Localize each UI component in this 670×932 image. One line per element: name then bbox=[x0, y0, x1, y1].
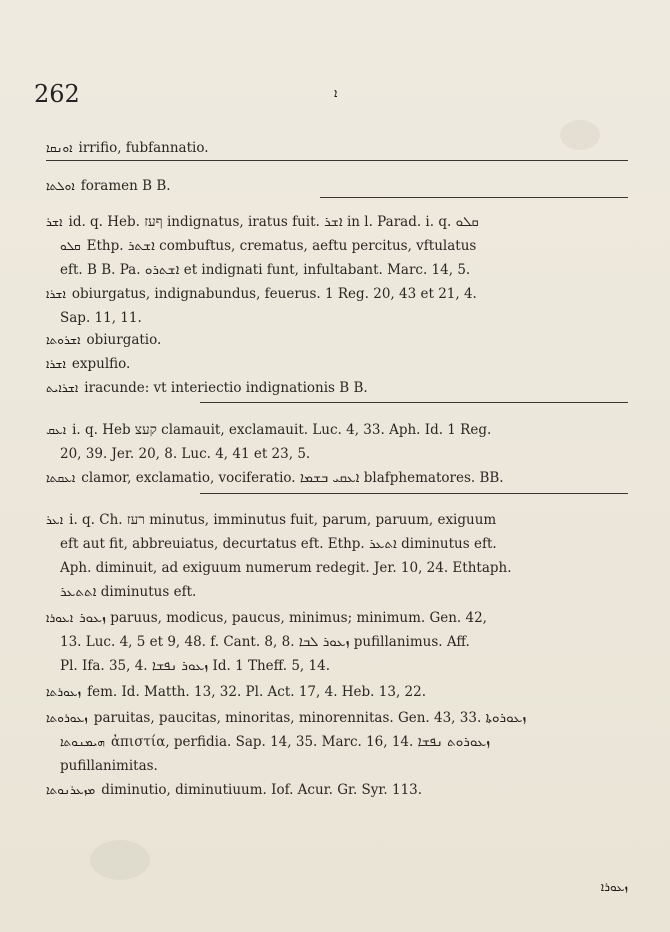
syriac-headword: ܐܫܪܘܬܐ bbox=[46, 333, 81, 347]
running-head: ܐ bbox=[334, 86, 338, 100]
entry-text: obiurgatio. bbox=[86, 332, 162, 348]
entry-line bbox=[46, 684, 426, 701]
entry-line bbox=[46, 470, 504, 487]
entry-text: diminutio, diminutiuum. Iof. Acur. Gr. Syr. 113. bbox=[101, 782, 423, 798]
entry-text: Ethp. ܐܫܬܪ combuftus, crematus, aeftu percitus, vftulatus bbox=[86, 238, 477, 254]
section-rule bbox=[320, 197, 628, 198]
entry-text: i. q. Heb קעצ clamauit, exclamauit. Luc. 4, 33. Aph. Id. 1 Reg. bbox=[72, 422, 492, 438]
syriac-headword: ܩܠܘ bbox=[60, 239, 81, 253]
entry-text: Aph. diminuit, ad exiguum numerum redegit. Jer. 10, 24. Ethtaph. bbox=[60, 560, 512, 576]
entry-text: 20, 39. Jer. 20, 8. Luc. 4, 41 et 23, 5. bbox=[60, 446, 311, 462]
entry-text: clamor, exclamatio, vociferatio. ܐܥܩܝ ܒܫܡܐ blafphematores. BB. bbox=[81, 470, 504, 486]
entry-text: fem. Id. Matth. 13, 32. Pl. Act. 17, 4. Heb. 13, 22. bbox=[87, 684, 426, 700]
syriac-headword: ܐܫܪܐ bbox=[46, 287, 66, 301]
entry-text: Sap. 11, 11. bbox=[60, 310, 142, 326]
syriac-headword: ܙܥܘܪܘܬܐ bbox=[46, 711, 88, 725]
entry-line bbox=[46, 380, 368, 397]
entry-line bbox=[46, 140, 209, 157]
entry-text: irrifio, fubfannatio. bbox=[78, 140, 209, 156]
syriac-headword: ܐܫܪ bbox=[46, 215, 63, 229]
entry-line bbox=[46, 356, 130, 373]
entry-line bbox=[46, 710, 526, 727]
paper-stain bbox=[90, 840, 150, 880]
entry-text: ἀπιστία, perfidia. Sap. 14, 35. Marc. 16, 14. ܙܥܘܪܘܬ ܢܦܫܐ bbox=[110, 734, 491, 750]
entry-line bbox=[46, 610, 487, 627]
entry-line bbox=[46, 512, 496, 529]
entry-text: expulfio. bbox=[71, 356, 131, 372]
entry-text: obiurgatus, indignabundus, feuerus. 1 Reg. 20, 43 et 21, 4. bbox=[71, 286, 477, 302]
catchword: ܙܥܘܪܐ bbox=[600, 880, 628, 894]
entry-line bbox=[46, 178, 171, 195]
syriac-headword: ܐܫܪܐܝܬ bbox=[46, 381, 79, 395]
syriac-headword: ܐܘܠܬܐ bbox=[46, 179, 75, 193]
section-rule bbox=[200, 493, 628, 494]
entry-line bbox=[60, 658, 330, 675]
syriac-headword: ܐܥܩܬܐ bbox=[46, 471, 76, 485]
section-rule bbox=[200, 402, 628, 403]
entry-line bbox=[46, 422, 491, 439]
entry-text: pufillanimitas. bbox=[60, 758, 158, 774]
entry-text: i. q. Ch. רעז minutus, imminutus fuit, parum, paruum, exiguum bbox=[69, 512, 497, 528]
syriac-headword: ܐܘܢܩܐ bbox=[46, 141, 73, 155]
entry-text: 13. Luc. 4, 5 et 9, 48. f. Cant. 8, 8. ܙܥܘܪ ܠܒܐ pufillanimus. Aff. bbox=[60, 634, 470, 650]
entry-line bbox=[60, 238, 476, 255]
entry-line bbox=[46, 286, 477, 303]
entry-line bbox=[46, 332, 161, 349]
entry-line bbox=[60, 634, 470, 651]
syriac-headword: ܐܥܘܪܐ bbox=[46, 611, 74, 625]
paper-stain bbox=[560, 120, 600, 150]
entry-line bbox=[60, 758, 158, 775]
entry-line bbox=[60, 446, 310, 463]
entry-line bbox=[60, 310, 142, 327]
syriac-headword: ܙܥܘܪܬܐ bbox=[46, 685, 82, 699]
entry-line bbox=[60, 734, 490, 751]
section-rule bbox=[46, 160, 628, 161]
page-header bbox=[34, 80, 634, 110]
entry-text: foramen B B. bbox=[80, 178, 171, 194]
entry-text: eft. B B. Pa. ܐܫܬܪܘ et indignati funt, infultabant. Marc. 14, 5. bbox=[60, 262, 471, 278]
entry-line bbox=[46, 782, 422, 799]
entry-text: ܐܬܬܥܪ diminutus eft. bbox=[60, 584, 197, 600]
entry-text: ܙܥܘܪ paruus, modicus, paucus, minimus; minimum. Gen. 42, bbox=[79, 610, 487, 626]
entry-text: iracunde: vt interiectio indignationis B B. bbox=[84, 380, 368, 396]
entry-text: Pl. Ifa. 35, 4. ܙܥܘܪ ܢܦܫܐ Id. 1 Theff. 5, 14. bbox=[60, 658, 330, 674]
syriac-headword: ܐܫܪܐ bbox=[46, 357, 66, 371]
syriac-headword: ܐܥܪ bbox=[46, 513, 64, 527]
entry-line bbox=[60, 536, 497, 553]
page-number: 262 bbox=[34, 80, 80, 108]
entry-line bbox=[46, 214, 479, 231]
syriac-headword: ܐܥܩ bbox=[46, 423, 67, 437]
entry-text: paruitas, paucitas, minoritas, minorennitas. Gen. 43, 33. ܙܥܘܪܘܬܐ bbox=[93, 710, 527, 726]
entry-text: id. q. Heb. ףעז indignatus, iratus fuit. ܐܫܪ in l. Parad. i. q. ܩܠܘ bbox=[68, 214, 479, 230]
entry-line bbox=[60, 262, 470, 279]
entry-line bbox=[60, 584, 196, 601]
entry-text: eft aut fit, abbreuiatus, decurtatus eft. Ethp. ܐܬܥܪ diminutus eft. bbox=[60, 536, 497, 552]
entry-line bbox=[60, 560, 512, 577]
syriac-headword: ܡܙܥܪܢܘܬܐ bbox=[46, 783, 96, 797]
syriac-headword: ܗܝܡܢܘܬܐ bbox=[60, 735, 105, 749]
